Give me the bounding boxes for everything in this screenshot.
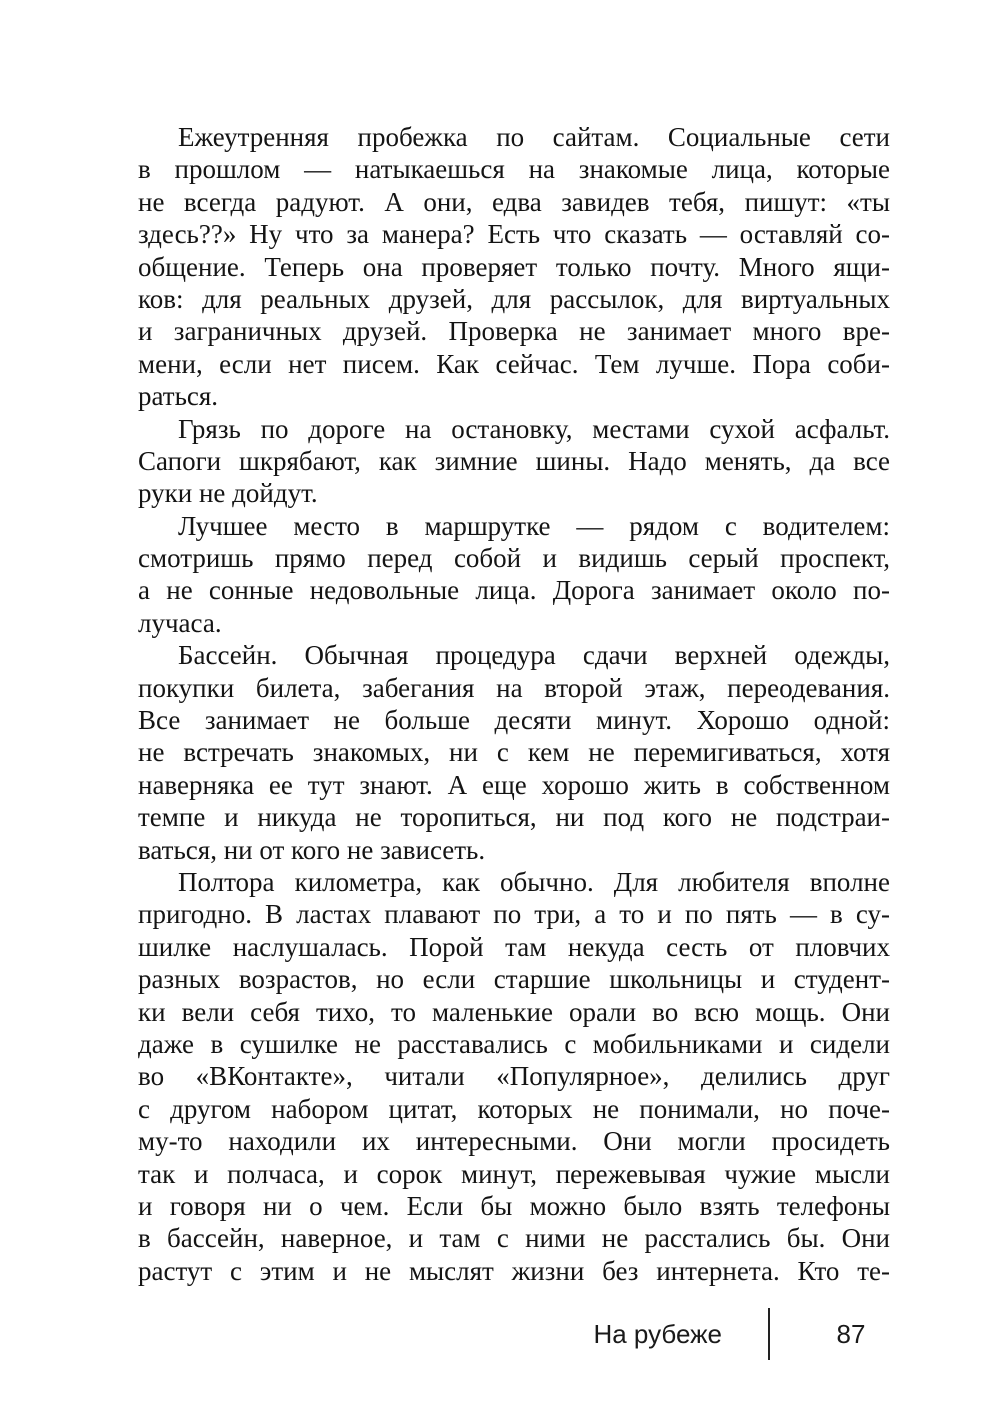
text-line: здесь??» Ну что за манера? Есть что сказать — оставляй со-: [138, 219, 890, 250]
text-line: Сапоги шкрябают, как зимние шины. Надо менять, да все: [138, 445, 890, 476]
text-line: покупки билета, забегания на второй этаж, переодевания.: [138, 672, 890, 703]
page-text: [138, 121, 890, 1287]
paragraph: [138, 510, 890, 640]
text-line: лучаса.: [138, 607, 222, 638]
text-line: даже в сушилке не расставались с мобильниками и сидели: [138, 1028, 890, 1059]
text-line: мени, если нет писем. Как сейчас. Тем лучше. Пора соби-: [138, 348, 890, 379]
text-line: ков: для реальных друзей, для рассылок, для виртуальных: [138, 283, 890, 314]
text-line: Грязь по дороге на остановку, местами сухой асфальт.: [178, 413, 890, 444]
paragraph: [138, 413, 890, 510]
text-line: а не сонные недовольные лица. Дорога занимает около по-: [138, 575, 890, 606]
text-line: и говоря ни о чем. Если бы можно было взять телефоны: [138, 1190, 890, 1221]
text-line: не всегда радуют. А они, едва завидев тебя, пишут: «ты: [138, 186, 890, 217]
text-line: раться.: [138, 381, 219, 412]
text-line: шилке наслушалась. Порой там некуда сесть от пловчих: [138, 931, 890, 962]
text-line: так и полчаса, и сорок минут, пережевывая чужие мысли: [138, 1158, 890, 1189]
text-line: Полтора километра, как обычно. Для любителя вполне: [178, 866, 890, 897]
text-line: ки вели себя тихо, то маленькие орали во всю мощь. Они: [138, 996, 890, 1027]
text-line: му-то находили их интересными. Они могли просидеть: [138, 1126, 890, 1157]
text-line: ваться, ни от кого не зависеть.: [138, 834, 486, 865]
text-line: смотришь прямо перед собой и видишь серый проспект,: [138, 543, 890, 574]
text-line: с другом набором цитат, которых не понимали, но поче-: [138, 1093, 890, 1124]
text-line: руки не дойдут.: [138, 478, 318, 509]
page-number: 87: [836, 1318, 866, 1349]
footer-divider: [768, 1308, 770, 1360]
text-line: во «ВКонтакте», читали «Популярное», делились друг: [138, 1061, 890, 1092]
text-line: пригодно. В ластах плавают по три, а то и по пять — в су-: [138, 899, 890, 930]
text-line: Лучшее место в маршрутке — рядом с водителем:: [178, 510, 890, 541]
text-line: Бассейн. Обычная процедура сдачи верхней одежды,: [178, 640, 890, 671]
text-line: Ежеутренняя пробежка по сайтам. Социальные сети: [178, 122, 890, 152]
running-title: На рубеже: [593, 1318, 722, 1349]
text-line: в прошлом — натыкаешься на знакомые лица, которые: [138, 154, 890, 185]
page-footer: [138, 1308, 890, 1360]
text-line: не встречать знакомых, ни с кем не перемигиваться, хотя: [138, 737, 890, 768]
text-line: разных возрастов, но если старшие школьницы и студент-: [138, 964, 890, 995]
text-line: растут с этим и не мыслят жизни без интернета. Кто те-: [138, 1255, 890, 1286]
text-line: Все занимает не больше десяти минут. Хорошо одной:: [138, 705, 890, 736]
paragraph: [138, 639, 890, 866]
text-line: общение. Теперь она проверяет только почту. Много ящи-: [138, 251, 890, 282]
text-line: и заграничных друзей. Проверка не занимает много вре-: [138, 316, 890, 347]
text-line: темпе и никуда не торопиться, ни под кого не подстраи-: [138, 802, 890, 833]
paragraph: [138, 121, 890, 413]
text-line: наверняка ее тут знают. А еще хорошо жить в собственном: [138, 769, 890, 800]
paragraph: [138, 866, 890, 1287]
text-line: в бассейн, наверное, и там с ними не расстались бы. Они: [138, 1223, 890, 1254]
